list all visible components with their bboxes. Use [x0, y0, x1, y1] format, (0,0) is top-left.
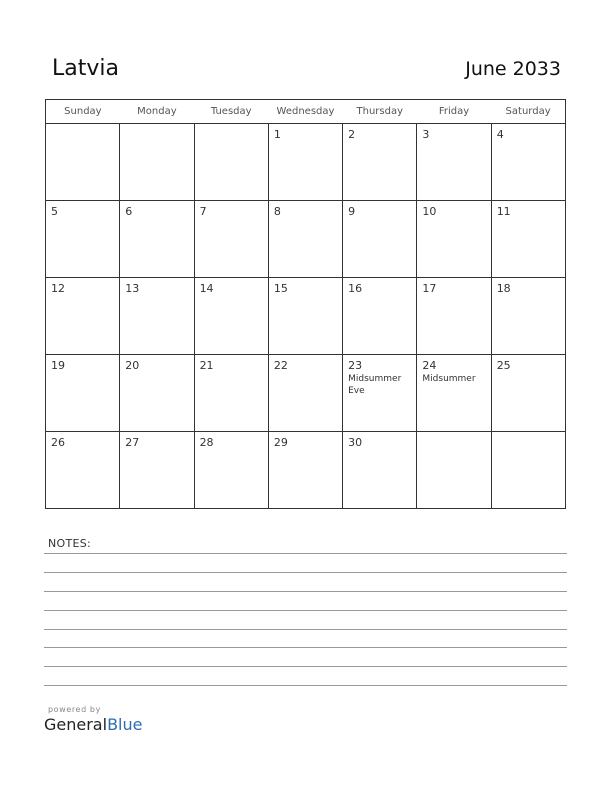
- day-number: 11: [496, 205, 511, 218]
- day-cell[interactable]: [46, 355, 120, 432]
- week-row: [46, 124, 566, 201]
- day-number: 19: [51, 359, 65, 372]
- day-cell[interactable]: [268, 355, 342, 432]
- day-number: 8: [273, 205, 281, 218]
- day-number: 21: [199, 359, 214, 372]
- day-number: 5: [51, 205, 58, 218]
- day-number: 13: [125, 282, 140, 295]
- day-cell[interactable]: [194, 124, 268, 201]
- day-number: 10: [422, 205, 437, 218]
- page-header: [52, 56, 561, 84]
- notes-label: NOTES:: [48, 537, 92, 550]
- day-cell[interactable]: [194, 355, 268, 432]
- day-cell[interactable]: [46, 124, 120, 201]
- note-line: [44, 553, 567, 554]
- day-number: 26: [51, 436, 65, 449]
- day-number: 29: [273, 436, 288, 449]
- day-cell[interactable]: [417, 432, 491, 509]
- day-cell[interactable]: [120, 432, 194, 509]
- holiday-label: Midsummer Eve: [348, 374, 402, 396]
- day-cell[interactable]: [120, 355, 194, 432]
- day-number: 30: [348, 436, 363, 449]
- day-number: 9: [348, 205, 356, 218]
- day-cell[interactable]: [120, 278, 194, 355]
- day-cell[interactable]: [194, 432, 268, 509]
- day-number: 17: [422, 282, 437, 295]
- week-row: [46, 432, 566, 509]
- weekday-header: Thursday: [343, 100, 417, 124]
- day-cell[interactable]: [46, 432, 120, 509]
- day-cell[interactable]: [343, 278, 417, 355]
- day-number: 25: [496, 359, 511, 372]
- day-number: 15: [273, 282, 288, 295]
- day-cell[interactable]: [417, 124, 491, 201]
- day-number: 23: [348, 359, 363, 372]
- day-cell[interactable]: [268, 278, 342, 355]
- day-cell[interactable]: [343, 124, 417, 201]
- day-number: 24: [422, 359, 437, 372]
- day-cell[interactable]: [120, 201, 194, 278]
- day-number: 16: [348, 282, 363, 295]
- brand-logo: [44, 715, 142, 734]
- note-line: [44, 572, 567, 573]
- note-line: [44, 685, 567, 686]
- note-line: [44, 647, 567, 648]
- day-cell[interactable]: [343, 432, 417, 509]
- day-cell[interactable]: [417, 278, 491, 355]
- day-number: 2: [348, 128, 356, 141]
- day-cell[interactable]: [491, 124, 565, 201]
- month-year-title: June 2033: [465, 58, 561, 80]
- brand-blue: Blue: [107, 715, 143, 734]
- day-cell[interactable]: [268, 201, 342, 278]
- weekday-header: Tuesday: [194, 100, 268, 124]
- weekday-header-row: [46, 100, 566, 124]
- day-cell[interactable]: [417, 201, 491, 278]
- country-title: Latvia: [52, 56, 119, 81]
- day-cell[interactable]: [343, 201, 417, 278]
- note-line: [44, 610, 567, 611]
- brand-general: General: [44, 715, 108, 734]
- day-cell[interactable]: [46, 201, 120, 278]
- weekday-header: Friday: [417, 100, 491, 124]
- note-line: [44, 629, 567, 630]
- day-number: 18: [496, 282, 511, 295]
- day-cell[interactable]: [194, 278, 268, 355]
- day-number: 27: [125, 436, 140, 449]
- holiday-label: Midsummer: [422, 374, 476, 384]
- day-cell[interactable]: [343, 355, 417, 432]
- day-cell[interactable]: [194, 201, 268, 278]
- note-line: [44, 591, 567, 592]
- note-line: [44, 666, 567, 667]
- day-cell[interactable]: [491, 432, 565, 509]
- week-row: [46, 201, 566, 278]
- weekday-header: Wednesday: [268, 100, 342, 124]
- day-number: 6: [125, 205, 133, 218]
- weekday-header: Monday: [120, 100, 194, 124]
- day-cell[interactable]: [46, 278, 120, 355]
- weekday-header: Saturday: [491, 100, 565, 124]
- day-cell[interactable]: [417, 355, 491, 432]
- day-cell[interactable]: [268, 124, 342, 201]
- day-number: 22: [273, 359, 288, 372]
- day-cell[interactable]: [120, 124, 194, 201]
- powered-by-text: powered by: [48, 705, 101, 714]
- week-row: [46, 355, 566, 432]
- day-number: 1: [273, 128, 281, 141]
- day-number: 4: [496, 128, 504, 141]
- day-number: 12: [51, 282, 65, 295]
- day-number: 20: [125, 359, 140, 372]
- calendar-grid: [45, 99, 566, 509]
- day-cell[interactable]: [268, 432, 342, 509]
- day-number: 28: [199, 436, 214, 449]
- day-cell[interactable]: [491, 278, 565, 355]
- day-cell[interactable]: [491, 201, 565, 278]
- day-number: 14: [199, 282, 214, 295]
- footer-branding: [44, 705, 142, 734]
- day-number: 7: [199, 205, 207, 218]
- day-number: 3: [422, 128, 430, 141]
- weekday-header: Sunday: [46, 100, 120, 124]
- day-cell[interactable]: [491, 355, 565, 432]
- week-row: [46, 278, 566, 355]
